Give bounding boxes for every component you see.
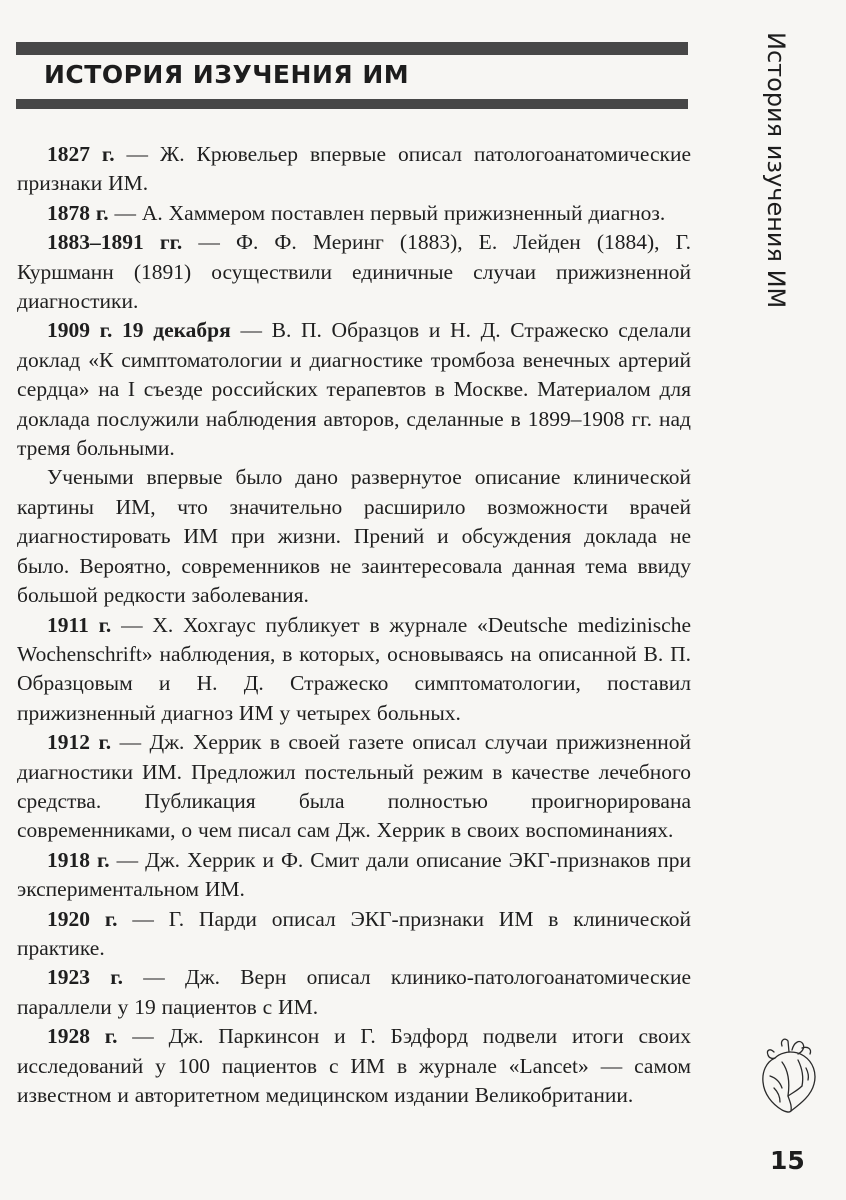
entry-date: 1909 г. 19 декабря bbox=[47, 318, 231, 343]
paragraph-1923 bbox=[17, 963, 691, 1022]
paragraph-1883-1891 bbox=[17, 228, 691, 316]
body-text bbox=[17, 140, 691, 1110]
entry-text: — Дж. Херрик и Ф. Смит дали описание ЭКГ-признаков при экспериментальном ИМ. bbox=[17, 847, 691, 902]
paragraph-1909 bbox=[17, 316, 691, 463]
running-head: История изучения ИМ bbox=[762, 32, 790, 309]
entry-date: 1920 г. bbox=[47, 906, 118, 931]
entry-text: — А. Хаммером поставлен первый прижизненный диагноз. bbox=[108, 200, 666, 225]
paragraph-1920 bbox=[17, 905, 691, 964]
entry-text: — Х. Хохгаус публикует в журнале «Deutsche medizinische Wochenschrift» наблюдения, в которых, основываясь на описанной В. П. Образцовым и Н. Д. Стражеско симптоматологии, поставил прижизненный диагноз ИМ у четырех больных. bbox=[17, 612, 691, 725]
page-title: ИСТОРИЯ ИЗУЧЕНИЯ ИМ bbox=[44, 60, 410, 89]
entry-text: Учеными впервые было дано развернутое описание клинической картины ИМ, что значительно расширило возможности врачей диагностировать ИМ при жизни. Прений и обсуждения доклада не было. Вероятно, современников не заинтересовала данная тема ввиду большой редкости заболевания. bbox=[17, 465, 691, 608]
entry-date: 1912 г. bbox=[47, 730, 112, 755]
paragraph-commentary bbox=[17, 463, 691, 610]
paragraph-1911 bbox=[17, 611, 691, 729]
entry-date: 1923 г. bbox=[47, 965, 123, 990]
paragraph-1928 bbox=[17, 1022, 691, 1110]
entry-text: — Ф. Ф. Меринг (1883), Е. Лейден (1884), Г. Куршманн (1891) осуществили единичные случаи прижизненной диагностики. bbox=[17, 230, 691, 314]
entry-date: 1878 г. bbox=[47, 200, 109, 225]
entry-text: — Г. Парди описал ЭКГ-признаки ИМ в клинической практике. bbox=[17, 906, 691, 960]
entry-date: 1918 г. bbox=[47, 847, 110, 872]
paragraph-1878 bbox=[17, 199, 691, 228]
page-number: 15 bbox=[770, 1146, 805, 1175]
entry-text: — Ж. Крювельер впервые описал патологоанатомические признаки ИМ. bbox=[17, 142, 691, 196]
entry-date: 1883–1891 гг. bbox=[47, 230, 183, 255]
entry-text: — Дж. Верн описал клинико-патологоанатомические параллели у 19 пациентов с ИМ. bbox=[17, 965, 691, 1019]
entry-date: 1928 г. bbox=[47, 1024, 118, 1049]
heart-icon bbox=[758, 1036, 820, 1116]
entry-text: — Дж. Паркинсон и Г. Бэдфорд подвели итоги своих исследований у 100 пациентов с ИМ в журнале «Lancet» — самом известном и авторитетном медицинском издании Великобритании. bbox=[17, 1024, 691, 1107]
entry-date: 1827 г. bbox=[47, 142, 115, 166]
paragraph-1918 bbox=[17, 846, 691, 905]
header-rule-bottom bbox=[16, 99, 688, 109]
header-rule-top bbox=[16, 42, 688, 55]
entry-text: — Дж. Херрик в своей газете описал случаи прижизненной диагностики ИМ. Предложил постельный режим в качестве лечебного средства. Публикация была полностью проигнорирована современниками, о чем писал сам Дж. Херрик в своих воспоминаниях. bbox=[17, 730, 691, 843]
paragraph-1912 bbox=[17, 728, 691, 846]
entry-text: — В. П. Образцов и Н. Д. Стражеско сделали доклад «К симптоматологии и диагностике тромбоза венечных артерий сердца» на I съезде российских терапевтов в Москве. Материалом для доклада послужили наблюдения авторов, сделанные в 1899–1908 гг. над тремя больными. bbox=[17, 318, 691, 461]
entry-date: 1911 г. bbox=[47, 612, 112, 637]
paragraph-1827 bbox=[17, 140, 691, 199]
